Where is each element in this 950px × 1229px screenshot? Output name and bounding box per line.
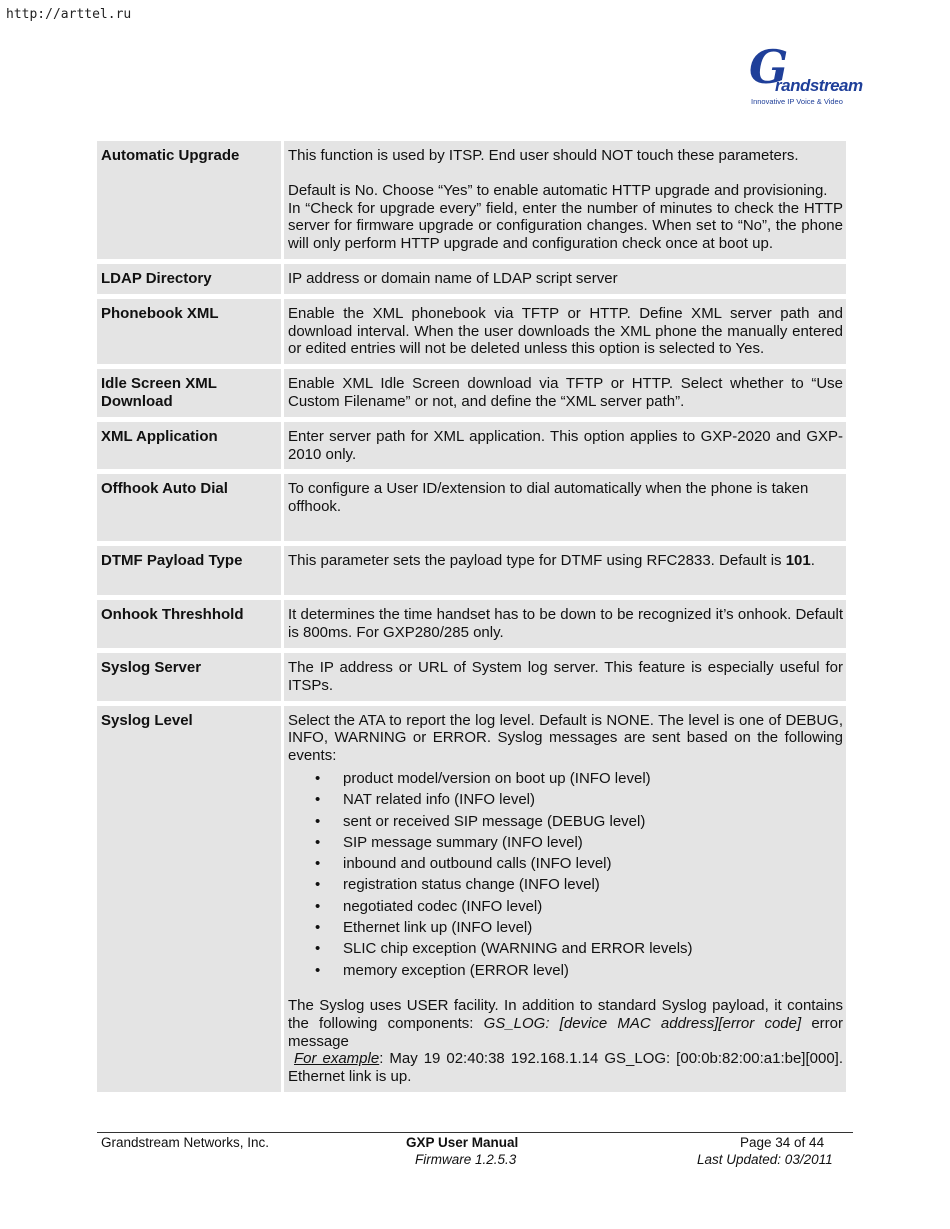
grandstream-logo [745,40,863,108]
default-value: 101 [785,552,811,570]
list-item: • Ethernet link up (INFO level) [343,917,843,938]
table-row [97,600,846,648]
list-item: • registration status change (INFO level) [343,874,843,895]
param-name [97,369,281,417]
log-format-suffix: error message [288,1014,843,1050]
param-name: Syslog Level [97,706,281,1092]
param-description [284,706,846,1092]
logo-wordmark: randstream [775,76,863,95]
list-item: • product model/version on boot up (INFO level) [343,768,843,789]
table-row [97,474,846,541]
param-name: Offhook Auto Dial [97,474,281,541]
footer-title: GXP User Manual [406,1135,519,1150]
param-name: Onhook Threshhold [97,600,281,648]
param-name: Automatic Upgrade [97,141,281,259]
list-item: • SIP message summary (INFO level) [343,832,843,853]
list-item: • SLIC chip exception (WARNING and ERROR levels) [343,938,843,959]
description-paragraph [288,997,843,1050]
table-row [97,546,846,595]
description-paragraph: Select the ATA to report the log level. Default is NONE. The level is one of DEBUG, INFO, WARNING or ERROR. Syslog messages are sent based on the following events: [288,711,843,765]
param-description: It determines the time handset has to be down to be recognized it’s onhook. Default is 800ms. For GXP280/285 only. [284,600,846,648]
footer-last-updated: Last Updated: 03/2011 [697,1152,833,1167]
param-name: XML Application [97,422,281,470]
param-description: To configure a User ID/extension to dial automatically when the phone is taken offhook. [284,474,846,541]
source-url[interactable]: http://arttel.ru [6,7,132,22]
param-name: Phonebook XML [97,299,281,364]
syslog-events-list [288,768,843,981]
table-row [97,653,846,701]
table-row [97,141,846,259]
logo-script-letter: G [749,40,789,94]
list-item: • sent or received SIP message (DEBUG level) [343,811,843,832]
footer-firmware: Firmware 1.2.5.3 [415,1152,517,1167]
description-paragraph: Default is No. Choose “Yes” to enable automatic HTTP upgrade and provisioning. [288,181,828,199]
list-item: • negotiated codec (INFO level) [343,896,843,917]
parameter-table [94,136,849,1097]
example-text: : May 19 02:40:38 192.168.1.14 GS_LOG: [00:0b:82:00:a1:be][000]. Ethernet link is up. [288,1050,843,1086]
log-format: GS_LOG: [device MAC address][error code] [483,1014,802,1032]
list-item: • memory exception (ERROR level) [343,960,843,981]
param-description: Enable XML Idle Screen download via TFTP or HTTP. Select whether to “Use Custom Filename” or not, and define the “XML server path”. [284,369,846,417]
logo-tagline: Innovative IP Voice & Video [751,97,843,106]
table-row [97,369,846,417]
param-description [284,141,846,259]
param-description: The IP address or URL of System log server. This feature is especially useful for ITSPs. [284,653,846,701]
param-name: DTMF Payload Type [97,546,281,595]
table-row [97,706,846,1092]
description-paragraph: This function is used by ITSP. End user should NOT touch these parameters. [288,147,799,164]
param-description [284,546,846,595]
param-name-line: Idle Screen XML [101,375,217,393]
description-text: This parameter sets the payload type for DTMF using RFC2833. Default is [288,552,786,570]
list-item: • inbound and outbound calls (INFO level) [343,853,843,874]
param-name: Syslog Server [97,653,281,701]
param-name: LDAP Directory [97,264,281,294]
table-row [97,264,846,294]
table-row [97,299,846,364]
param-description: Enter server path for XML application. This option applies to GXP-2020 and GXP-2010 only. [284,422,846,470]
description-paragraph: In “Check for upgrade every” field, enter the number of minutes to check the HTTP server for firmware upgrade or configuration changes. When set to “No”, the phone will only perform HTTP upgrade and configuration check once at boot up. [288,199,843,253]
description-paragraph [288,1050,843,1086]
param-name-line: Download [101,392,173,410]
param-description: IP address or domain name of LDAP script server [284,264,846,294]
footer-company: Grandstream Networks, Inc. [101,1135,270,1150]
table-row [97,422,846,470]
list-item: • NAT related info (INFO level) [343,789,843,810]
description-suffix: . [810,552,815,570]
param-description: Enable the XML phonebook via TFTP or HTTP. Define XML server path and download interval. When the user downloads the XML phone the manually entered or edited entries will not be deleted unless this option is selected to Yes. [284,299,846,364]
facility-text: The Syslog uses USER facility. In addition to standard Syslog payload, it contains the following components: [288,996,843,1032]
footer-page-number: Page 34 of 44 [740,1135,825,1150]
example-label: For example [294,1050,380,1068]
footer-divider [97,1132,853,1133]
